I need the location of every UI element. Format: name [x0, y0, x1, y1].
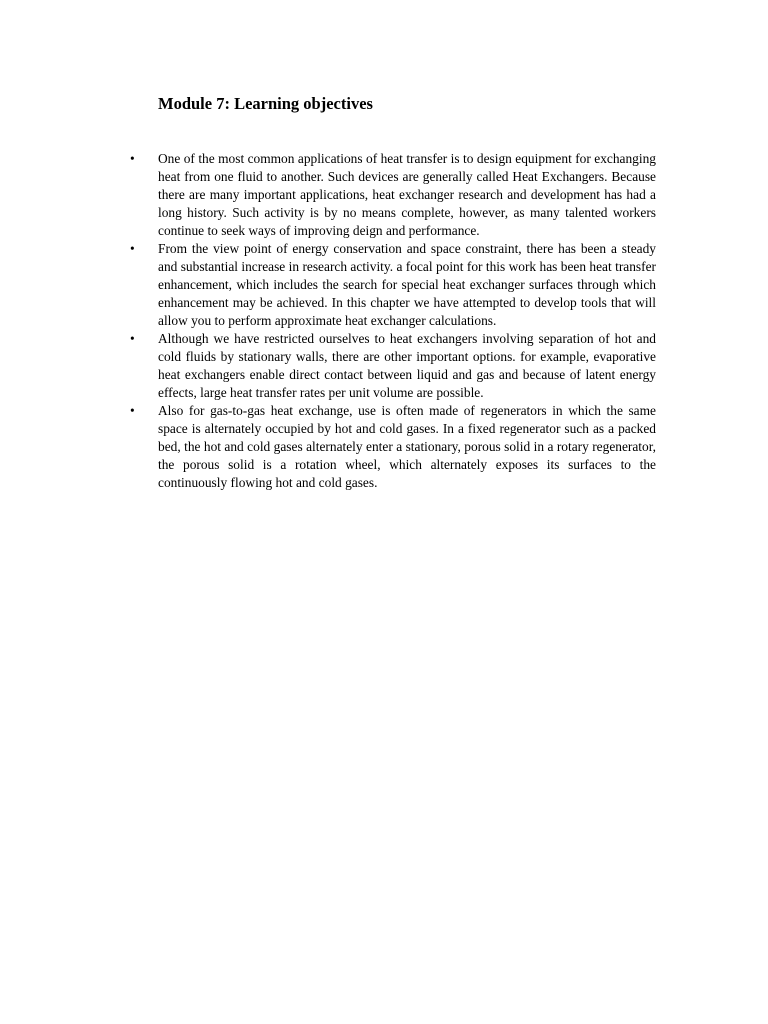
objective-text: One of the most common applications of heat transfer is to design equipment for exchanging heat from one fluid to another. Such devices are generally called Heat Exchangers. Because there are many important applications, heat exchanger research and development has had a long history. Such activity is by no means complete, however, as many talented workers continue to seek ways of improving deign and performance. [158, 151, 656, 238]
bullet-icon: • [130, 403, 135, 418]
bullet-icon: • [130, 151, 135, 166]
objective-text: From the view point of energy conservation and space constraint, there has been a steady and substantial increase in research activity. a focal point for this work has been heat transfer enhancement, which includes the search for special heat exchanger surfaces through which enhancement may be achieved. In this chapter we have attempted to develop tools that will allow you to perform approximate heat exchanger calculations. [158, 241, 656, 328]
list-item [130, 402, 656, 492]
list-item [130, 240, 656, 330]
list-item [130, 330, 656, 402]
objective-text: Although we have restricted ourselves to heat exchangers involving separation of hot and cold fluids by stationary walls, there are other important options. for example, evaporative heat exchangers enable direct contact between liquid and gas and because of latent energy effects, large heat transfer rates per unit volume are possible. [158, 331, 656, 400]
learning-objectives-list [130, 150, 656, 492]
page-title: Module 7: Learning objectives [158, 94, 373, 113]
objective-text: Also for gas-to-gas heat exchange, use is often made of regenerators in which the same space is alternately occupied by hot and cold gases. In a fixed regenerator such as a packed bed, the hot and cold gases alternately enter a stationary, porous solid in a rotary regenerator, the porous solid is a rotation wheel, which alternately exposes its surfaces to the continuously flowing hot and cold gases. [158, 403, 656, 490]
list-item [130, 150, 656, 240]
bullet-icon: • [130, 241, 135, 256]
bullet-icon: • [130, 331, 135, 346]
